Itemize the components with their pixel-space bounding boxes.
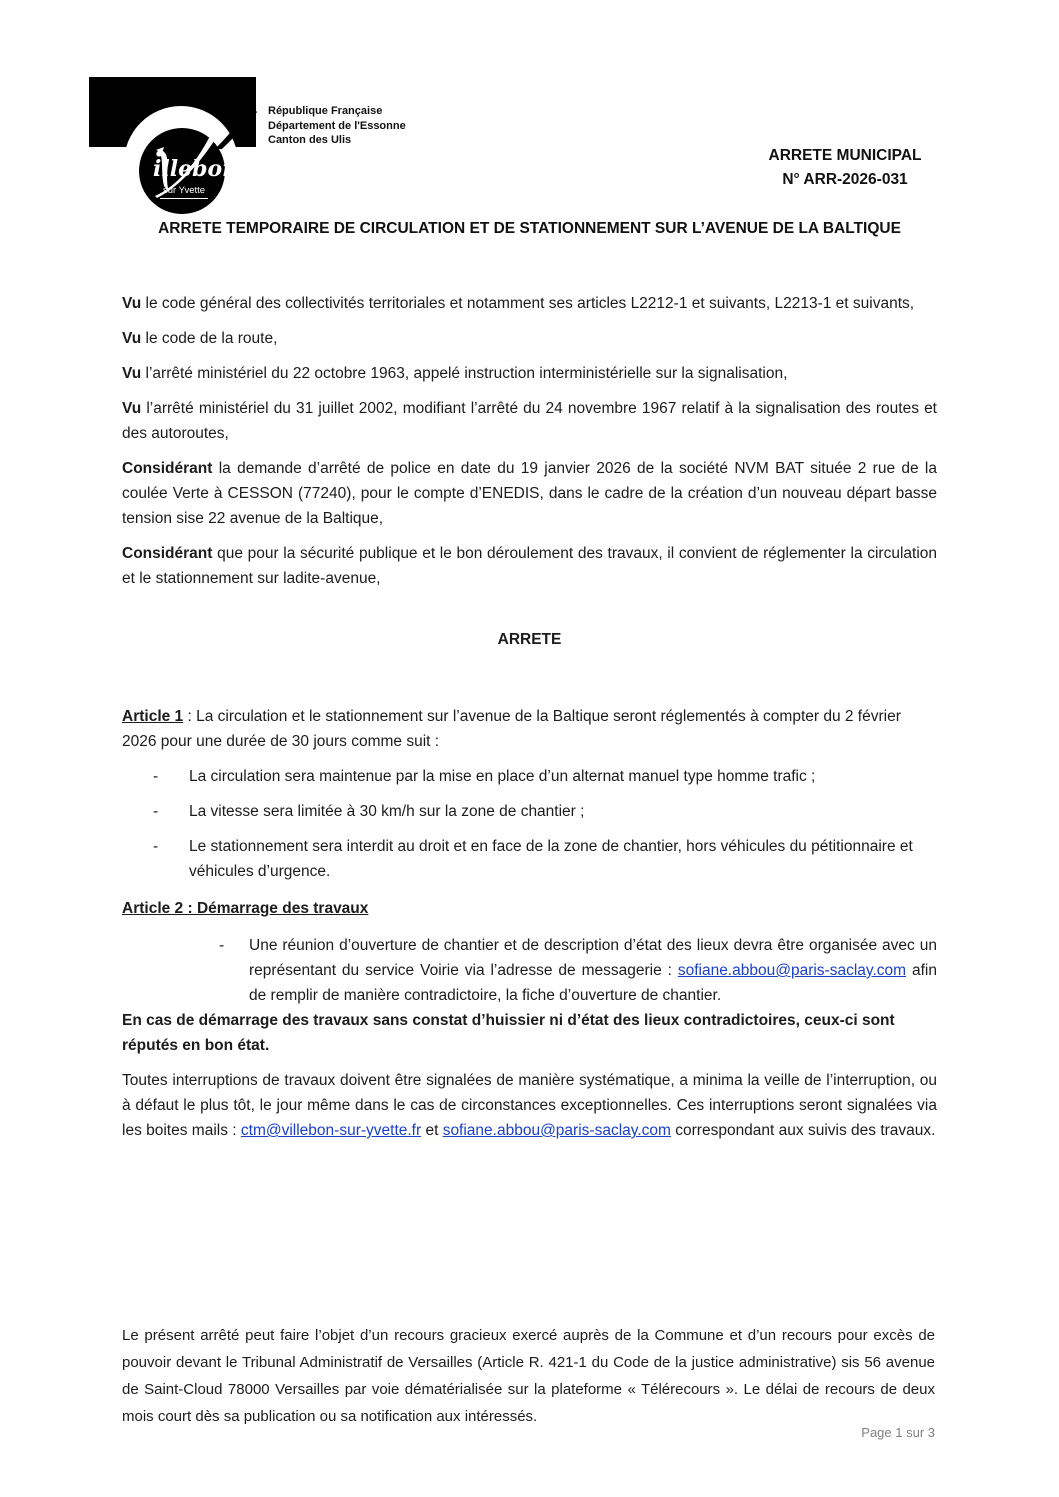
list-item-text: La circulation sera maintenue par la mise en place d’un alternat manuel type homme trafic ; xyxy=(189,768,816,785)
footer-legal-text: Le présent arrêté peut faire l’objet d’un recours gracieux exercé auprès de la Commune et d’un recours pour excès de pouvoir devant le Tribunal Administratif de Versailles (Article R. 421-1 du Code de la justice administrative) sis 56 avenue de Saint-Cloud 78000 Versailles par voie dématérialisée sur la plateforme « Télérecours ». Le délai de recours de deux mois court dès sa publication ou sa notification aux intéressés. xyxy=(122,1327,935,1425)
item-text-after: afin de remplir de manière contradictoire, la fiche d’ouverture de chantier. xyxy=(249,962,937,1004)
interruptions-text: Toutes interruptions de travaux doivent être signalées de manière systématique, a minima la veille de l’interruption, ou à défaut le plus tôt, le jour même dans le cas de circonstances exceptionnelles. Ces interruptions seront signalées via les boites mails : xyxy=(122,1072,937,1139)
doc-number: N° ARR-2026-031 xyxy=(782,171,908,188)
bold-notice-paragraph: En cas de démarrage des travaux sans constat d’huissier ni d’état des lieux contradictoires, ceux-ci sont réputés en bon état. xyxy=(122,1012,895,1054)
recital-text: le code général des collectivités territoriales et notamment ses articles L2212-1 et suivants, L2213-1 et suivants, xyxy=(141,295,915,312)
recital-lead: Vu xyxy=(122,400,142,417)
logo-sub-text: sur Yvette xyxy=(160,185,208,199)
arrete-heading: ARRETE xyxy=(497,631,562,648)
document-body xyxy=(122,291,937,1153)
email-link-sofiane[interactable]: sofiane.abbou@paris-saclay.com xyxy=(677,962,907,979)
recital-paragraph xyxy=(122,291,937,316)
canton-line: Canton des Ulis xyxy=(268,134,352,146)
dash-bullet: - xyxy=(153,803,159,820)
email-link-ctm[interactable]: ctm@villebon-sur-yvette.fr xyxy=(240,1122,422,1139)
article1-text: : La circulation et le stationnement sur l’avenue de la Baltique seront réglementés à compter du 2 février 2026 pour une durée de 30 jours comme suit : xyxy=(122,708,901,750)
recital-text: l’arrêté ministériel du 22 octobre 1963, appelé instruction interministérielle sur la signalisation, xyxy=(141,365,788,382)
doc-type: ARRETE MUNICIPAL xyxy=(768,147,922,164)
recital-text: le code de la route, xyxy=(141,330,278,347)
logo-disc xyxy=(139,128,239,214)
dash-bullet: - xyxy=(153,838,159,855)
recital-text: que pour la sécurité publique et le bon déroulement des travaux, il convient de réglementer la circulation et le stationnement sur ladite-avenue, xyxy=(122,545,937,587)
interruptions-paragraph xyxy=(122,1068,937,1143)
article2-heading: Article 2 : Démarrage des travaux xyxy=(122,900,369,917)
list-item xyxy=(122,764,937,789)
email-link-sofiane-2[interactable]: sofiane.abbou@paris-saclay.com xyxy=(442,1122,671,1139)
villebon-logo xyxy=(89,77,269,222)
recital-paragraph xyxy=(122,396,937,446)
recital-lead: Vu xyxy=(122,365,142,382)
recital-paragraph xyxy=(122,456,937,531)
interruptions-mid: et xyxy=(421,1122,443,1139)
list-item xyxy=(122,834,937,884)
recital-paragraph xyxy=(122,541,937,591)
republic-line: République Française xyxy=(268,105,383,117)
list-item xyxy=(122,799,937,824)
republic-lines xyxy=(268,104,406,148)
article1-paragraph xyxy=(122,704,937,754)
recital-lead: Considérant xyxy=(122,545,213,562)
recital-lead: Considérant xyxy=(122,460,213,477)
recital-lead: Vu xyxy=(122,295,142,312)
item-text-before: Une réunion d’ouverture de chantier et de description d’état des lieux devra être organisée avec un représentant du service Voirie via l’adresse de messagerie : xyxy=(249,937,937,979)
page-title: ARRETE TEMPORAIRE DE CIRCULATION ET DE STATIONNEMENT SUR L’AVENUE DE LA BALTIQUE xyxy=(158,220,901,237)
recital-paragraph xyxy=(122,326,937,351)
dash-bullet: - xyxy=(219,937,225,954)
department-line: Département de l'Essonne xyxy=(268,119,406,132)
recital-paragraph xyxy=(122,361,937,386)
list-item-text: La vitesse sera limitée à 30 km/h sur la zone de chantier ; xyxy=(189,803,585,820)
doc-head xyxy=(690,144,1000,192)
recital-lead: Vu xyxy=(122,330,142,347)
list-item-text xyxy=(249,933,937,1008)
list-item xyxy=(122,933,937,1008)
recital-text: la demande d’arrêté de police en date du 19 janvier 2026 de la société NVM BAT située 2 rue de la coulée Verte à CESSON (77240), pour le compte d’ENEDIS, dans le cadre de la création d’un nouveau départ basse tension sise 22 avenue de la Baltique, xyxy=(122,460,937,527)
article1-label: Article 1 xyxy=(122,708,184,725)
dash-bullet: - xyxy=(153,768,159,785)
interruptions-end: correspondant aux suivis des travaux. xyxy=(670,1122,936,1139)
list-item-text: Le stationnement sera interdit au droit et en face de la zone de chantier, hors véhicules du pétitionnaire et véhicules d’urgence. xyxy=(189,838,913,880)
recital-text: l’arrêté ministériel du 31 juillet 2002, modifiant l’arrêté du 24 novembre 1967 relatif à la signalisation des routes et des autoroutes, xyxy=(122,400,937,442)
page-indicator: Page 1 sur 3 xyxy=(861,1425,935,1440)
logo-script-text: illebon xyxy=(153,156,239,182)
